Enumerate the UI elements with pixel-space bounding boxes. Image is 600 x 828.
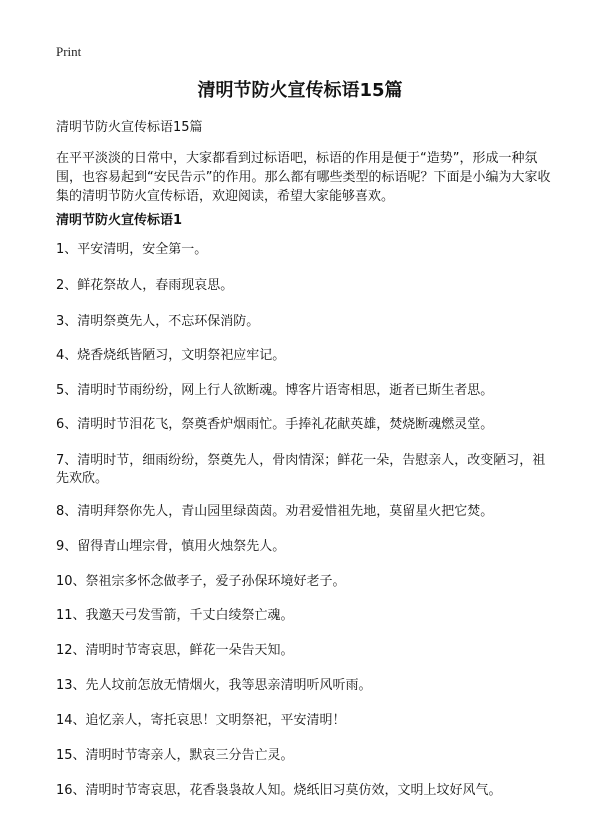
list-item: 10、祭祖宗多怀念做孝子，爱子孙保环境好老子。 bbox=[56, 574, 346, 589]
print-link[interactable]: Print bbox=[56, 44, 82, 59]
list-item: 14、追忆亲人，寄托哀思！文明祭祀，平安清明！ bbox=[56, 713, 346, 728]
list-item: 13、先人坟前怎放无情烟火，我等思亲清明听风听雨。 bbox=[56, 678, 372, 693]
list-item: 9、留得青山埋宗骨，慎用火烛祭先人。 bbox=[56, 539, 286, 554]
list-item: 7、清明时节，细雨纷纷，祭奠先人，骨肉情深；鲜花一朵，告慰亲人，改变陋习，祖先欢欣。 bbox=[56, 453, 546, 486]
list-item: 2、鲜花祭故人，春雨现哀思。 bbox=[56, 278, 234, 293]
page-title: 清明节防火宣传标语15篇 bbox=[197, 80, 403, 101]
list-item: 3、清明祭奠先人，不忘环保消防。 bbox=[56, 314, 260, 329]
list-item: 1、平安清明，安全第一。 bbox=[56, 242, 208, 257]
list-item: 11、我邀天弓发雪箭，千丈白绫祭亡魂。 bbox=[56, 608, 294, 623]
list-item: 6、清明时节泪花飞，祭奠香炉烟雨忙。手捧礼花献英雄，焚烧断魂燃灵堂。 bbox=[56, 417, 494, 432]
list-item: 15、清明时节寄亲人，默哀三分告亡灵。 bbox=[56, 748, 294, 763]
subtitle: 清明节防火宣传标语15篇 bbox=[56, 120, 203, 135]
list-item: 4、烧香烧纸皆陋习，文明祭祀应牢记。 bbox=[56, 348, 286, 363]
list-item: 12、清明时节寄哀思，鲜花一朵告天知。 bbox=[56, 643, 294, 658]
intro-paragraph: 在平平淡淡的日常中，大家都看到过标语吧，标语的作用是便于“造势”，形成一种氛围，也容易起到“安民告示”的作用。那么都有哪些类型的标语呢？下面是小编为大家收集的清明节防火宣传标语，欢迎阅读，希望大家能够喜欢。 bbox=[56, 151, 551, 204]
list-item: 8、清明拜祭你先人，青山园里绿茵茵。劝君爱惜祖先地，莫留星火把它焚。 bbox=[56, 504, 494, 519]
section-heading: 清明节防火宣传标语1 bbox=[56, 213, 183, 228]
list-item: 5、清明时节雨纷纷，网上行人欲断魂。博客片语寄相思，逝者已斯生者思。 bbox=[56, 383, 494, 398]
list-item: 16、清明时节寄哀思，花香袅袅故人知。烧纸旧习莫仿效，文明上坟好风气。 bbox=[56, 783, 502, 798]
